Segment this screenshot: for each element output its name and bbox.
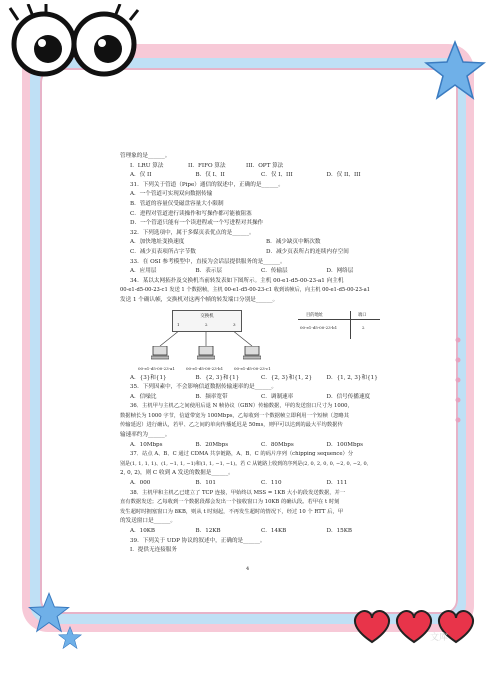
page-number: 4 bbox=[246, 566, 250, 572]
text-line: 直有数据发送；乙每收到一个数据段都会发出一个接收窗口为 10KB 的确认段。若甲在 t 时刻 bbox=[120, 499, 340, 506]
question: 36．主机甲与主机乙之间使用后退 N 帧协议（GBN）传输数据，甲的发送窗口尺寸为 1000， bbox=[130, 403, 353, 410]
option-row bbox=[120, 441, 392, 451]
option: A．一个管道可实现双向数据传输 bbox=[130, 191, 213, 198]
port-label: 2 bbox=[205, 321, 208, 327]
option: C．110 bbox=[261, 480, 282, 487]
hearts-icon bbox=[350, 606, 480, 646]
text-line: 的发送窗口是______。 bbox=[120, 518, 176, 525]
option: D．{1, 2, 3}和{1} bbox=[326, 374, 378, 381]
option: D．一个管道只能有一个读进程或一个写进程对其操作 bbox=[130, 220, 264, 227]
exam-content bbox=[120, 152, 392, 556]
option-row bbox=[120, 374, 392, 384]
network-diagram bbox=[120, 308, 392, 372]
option: C．调制速率 bbox=[261, 393, 294, 400]
question: 38．主机甲和主机乙已建立了 TCP 连接，甲始终以 MSS = 1KB 大小的段发送数据，并一 bbox=[130, 489, 346, 496]
host-label: 00-e1-d5-00-23-b1 bbox=[186, 365, 224, 371]
option: A．应用层 bbox=[130, 268, 157, 275]
computer-icon bbox=[197, 346, 215, 360]
option: A．10KB bbox=[130, 528, 156, 534]
switch-box bbox=[172, 310, 242, 332]
option-row bbox=[120, 238, 392, 248]
option-row bbox=[120, 393, 392, 403]
option: D．100Mbps bbox=[326, 441, 364, 448]
text-line: 数据帧长为 1000 字节，信道带宽为 100Mbps，乙每收到一个数据帧立即利用一个短帧（忽略其 bbox=[120, 412, 349, 419]
cartoon-eyes-icon bbox=[6, 4, 141, 84]
option: C．14KB bbox=[261, 528, 287, 534]
computer-icon bbox=[151, 346, 169, 360]
host-label: 00-e1-d5-00-23-c1 bbox=[234, 365, 271, 371]
option: B．仅 I、II bbox=[195, 172, 225, 179]
table-cell: 2 bbox=[362, 324, 365, 330]
dots-decoration bbox=[449, 330, 467, 450]
question: 37．站点 A、B、C 通过 CDMA 共享链路，A、B、C 的码片序列（chipping sequence）分 bbox=[130, 451, 354, 458]
question: 35．下列因素中，不会影响信道数据传输速率的是______。 bbox=[130, 384, 277, 391]
star-icon bbox=[58, 626, 82, 650]
text-line: 管理象的是______。 bbox=[120, 153, 171, 159]
option: D．网络层 bbox=[326, 268, 354, 275]
option: B．频率宽带 bbox=[195, 393, 228, 400]
question: 33．在 OSI 参考模型中，直接为会话层提供服务的是______。 bbox=[130, 258, 286, 265]
option: II．FIFO 算法 bbox=[188, 162, 226, 169]
text-line: 2, 0, 2)，则 C 收到 A 发送的数据是______。 bbox=[120, 470, 234, 477]
option: A．{3}和{1} bbox=[130, 374, 167, 381]
option: C．{2, 3}和{1, 2} bbox=[261, 374, 313, 381]
option: D．111 bbox=[326, 480, 348, 487]
option: D．仅 II、III bbox=[326, 172, 361, 179]
switch-label: 交换机 bbox=[200, 313, 214, 319]
option: III．OPT 算法 bbox=[246, 162, 284, 169]
star-icon bbox=[424, 40, 486, 102]
option: C．进程对管道进行读操作和写操作都可能被阻塞 bbox=[130, 210, 252, 217]
text-line: 发送 1 个确认帧，交换机对这两个帧的转发端口分别是______。 bbox=[120, 296, 279, 303]
option: A．仅 II bbox=[130, 172, 152, 179]
text-line: 输速率约为______。 bbox=[120, 432, 171, 439]
option-row bbox=[120, 527, 392, 537]
table-header: 端口 bbox=[358, 312, 367, 318]
table-cell: 00-e1-d5-00-23-b1 bbox=[300, 324, 338, 330]
table-header: 目的地址 bbox=[306, 312, 324, 318]
text-line: 发生超时时拥塞窗口为 8KB，则从 t 时刻起，不再发生超时的情况下，经过 10 个 RTT 后，甲 bbox=[120, 508, 344, 515]
option-row bbox=[120, 267, 392, 277]
option-row bbox=[120, 171, 392, 181]
option: C．仅 I、III bbox=[261, 172, 293, 179]
question: 32．下列选项中，属于多媒页表优点的是______。 bbox=[130, 229, 255, 236]
option: C．传输层 bbox=[261, 268, 288, 275]
question: 39．下列关于 UDP 协议的叙述中，正确的是______。 bbox=[130, 537, 266, 544]
question: 31．下列关于管道（Pipe）通信的叙述中，正确的是______。 bbox=[130, 181, 284, 188]
option: A．10Mbps bbox=[130, 441, 163, 448]
option: C．80Mbps bbox=[261, 441, 294, 448]
option-row bbox=[120, 479, 392, 489]
option: A．信噪比 bbox=[130, 393, 157, 400]
option-row bbox=[120, 248, 392, 258]
option: B．101 bbox=[195, 480, 216, 487]
text-line: 别是(1, 1, 1, 1)、(1, −1, 1, −1)和(1, 1, −1, −1)。若 C 从链路上收到的序列是(2, 0, 2, 0, 0, −2, 0, −2, 0, bbox=[120, 460, 369, 467]
option: A．加快地址变换速度 bbox=[130, 239, 185, 246]
forwarding-table bbox=[298, 311, 380, 339]
option: D．信号传播速度 bbox=[326, 393, 371, 400]
option: D．15KB bbox=[326, 528, 352, 534]
option: B．{2, 3}和{1} bbox=[195, 374, 240, 381]
option: B．20Mbps bbox=[195, 441, 229, 448]
option: A．000 bbox=[130, 480, 151, 487]
option: I．提供无连接服务 bbox=[130, 547, 177, 554]
text-line: 00-e1-d5-00-23-c1 发送 1 个数据帧，主机 00-e1-d5-00-23-c1 收到该帧后，向主机 00-e1-d5-00-23-a1 bbox=[120, 287, 371, 294]
option: B．12KB bbox=[195, 528, 221, 534]
option: D．减少页表所占的连续内存空间 bbox=[266, 248, 349, 255]
option: C．减少页表项所占字节数 bbox=[130, 248, 196, 255]
host-label: 00-e1-d5-00-23-a1 bbox=[138, 365, 175, 371]
port-label: 3 bbox=[233, 321, 236, 327]
option: B．表示层 bbox=[195, 268, 222, 275]
computer-icon bbox=[243, 346, 261, 360]
option: B．减少缺页中断次数 bbox=[266, 239, 321, 246]
option: I．LRU 算法 bbox=[130, 162, 164, 169]
text-line: 传输延迟）进行确认，若甲、乙之间的单向传播延迟是 50ms，则甲可以达到的最大平均数据传 bbox=[120, 422, 343, 429]
watermark: 文库 bbox=[430, 633, 449, 643]
port-label: 1 bbox=[177, 321, 180, 327]
option: B．管道的容量仅受磁盘容量大小限制 bbox=[130, 200, 224, 207]
question: 34．某以太网拓扑及交换机当前转发表如下图所示。主机 00-e1-d5-00-23-a1 向主机 bbox=[130, 277, 344, 284]
option-row bbox=[120, 162, 392, 172]
